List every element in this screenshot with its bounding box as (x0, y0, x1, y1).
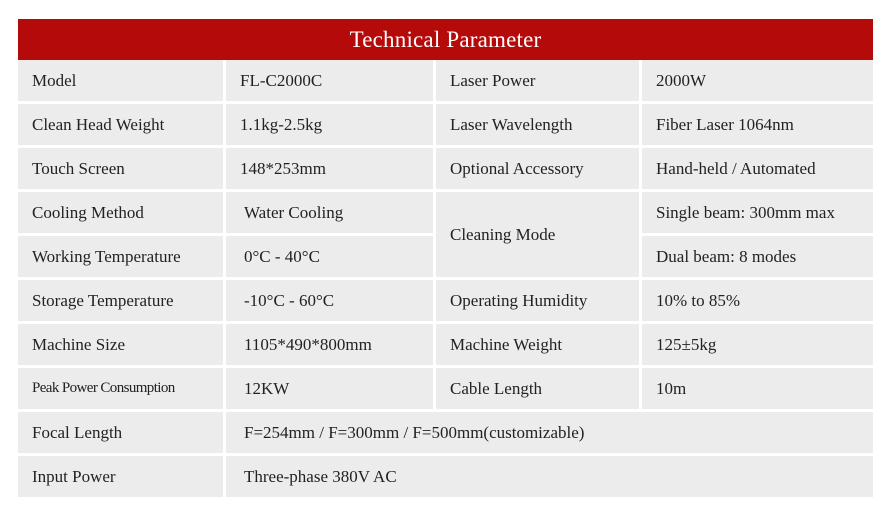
table-row (18, 104, 873, 148)
spec-value: 0°C - 40°C (226, 236, 436, 280)
spec-label: Cooling Method (18, 192, 226, 236)
spec-value: Hand-held / Automated (642, 148, 873, 192)
table-row (18, 456, 873, 500)
table-row (18, 412, 873, 456)
table-row (18, 368, 873, 412)
table-title: Technical Parameter (18, 19, 873, 60)
spec-value: FL-C2000C (226, 60, 436, 104)
spec-label: Operating Humidity (436, 280, 642, 324)
spec-value: Fiber Laser 1064nm (642, 104, 873, 148)
spec-value: 125±5kg (642, 324, 873, 368)
spec-value: Single beam: 300mm max (642, 192, 873, 236)
spec-value: 12KW (226, 368, 436, 412)
spec-value: 1.1kg-2.5kg (226, 104, 436, 148)
technical-parameter-table (18, 19, 873, 500)
table-row (18, 60, 873, 104)
spec-table (18, 60, 873, 500)
spec-value: 10% to 85% (642, 280, 873, 324)
spec-label: Touch Screen (18, 148, 226, 192)
spec-value: Three-phase 380V AC (226, 456, 873, 500)
spec-label: Machine Size (18, 324, 226, 368)
spec-label: Storage Temperature (18, 280, 226, 324)
table-row (18, 280, 873, 324)
spec-label: Laser Power (436, 60, 642, 104)
spec-value: 2000W (642, 60, 873, 104)
spec-value: 1105*490*800mm (226, 324, 436, 368)
spec-label: Input Power (18, 456, 226, 500)
spec-label: Machine Weight (436, 324, 642, 368)
table-row (18, 148, 873, 192)
spec-label: Optional Accessory (436, 148, 642, 192)
spec-label: Cable Length (436, 368, 642, 412)
spec-label: Model (18, 60, 226, 104)
spec-label: Focal Length (18, 412, 226, 456)
spec-label: Peak Power Consumption (18, 368, 226, 412)
spec-label: Working Temperature (18, 236, 226, 280)
spec-value: 148*253mm (226, 148, 436, 192)
spec-value: F=254mm / F=300mm / F=500mm(customizable) (226, 412, 873, 456)
spec-value: Dual beam: 8 modes (642, 236, 873, 280)
table-row (18, 192, 873, 236)
table-row (18, 324, 873, 368)
spec-value: 10m (642, 368, 873, 412)
spec-value: Water Cooling (226, 192, 436, 236)
spec-label: Laser Wavelength (436, 104, 642, 148)
spec-label: Clean Head Weight (18, 104, 226, 148)
spec-value: -10°C - 60°C (226, 280, 436, 324)
spec-label: Cleaning Mode (436, 192, 642, 280)
